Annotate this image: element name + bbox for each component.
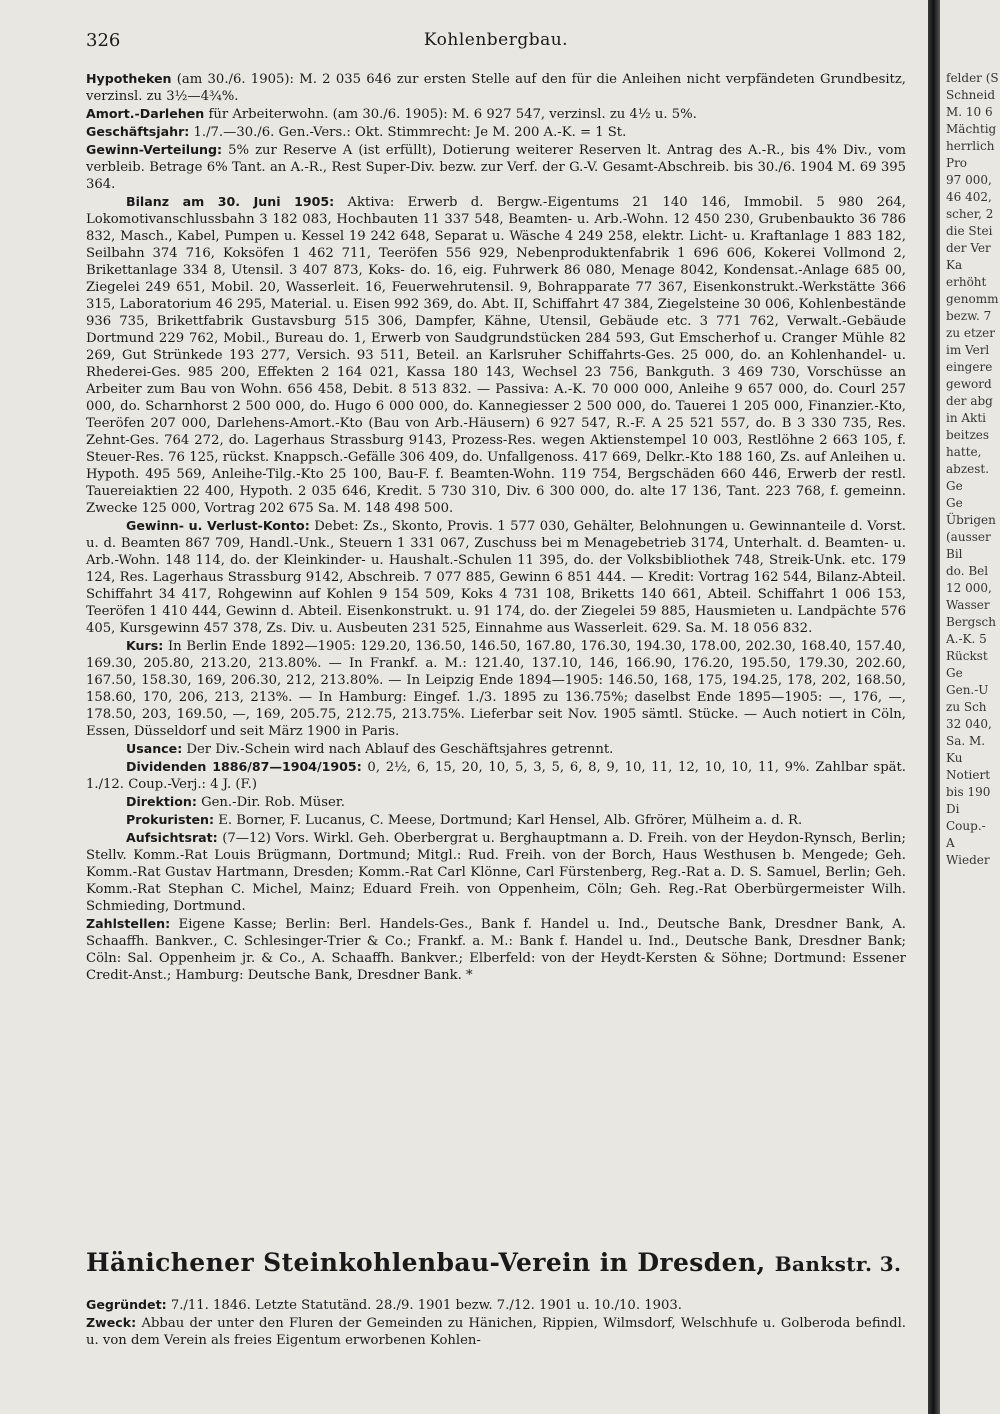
adjacent-page-fragment: genomm (946, 292, 999, 306)
adjacent-page-fragment: (ausser (946, 530, 991, 544)
adjacent-page-fragment: Ge (946, 666, 963, 680)
adjacent-page-fragment: felder (S (946, 71, 999, 85)
adjacent-page-fragment: herrlich (946, 139, 995, 153)
adjacent-page-fragment: Wasser (946, 598, 990, 612)
page-header (86, 30, 906, 56)
entry-geschaeftsjahr: Geschäftsjahr: 1./7.—30./6. Gen.-Vers.: Okt. Stimmrecht: Je M. 200 A.-K. = 1 St. (86, 124, 627, 140)
adjacent-page-fragment: Übrigen (946, 513, 996, 527)
entry-dividenden: Dividenden 1886/87—1904/1905: 0, 2½, 6, 15, 20, 10, 5, 3, 5, 6, 8, 9, 10, 11, 12, 10, 10, 11, 9%. Zahlbar spät. 1./12. Coup.-Verj.: 4 J. (F.) (86, 759, 906, 792)
adjacent-page-fragment: beitzes (946, 428, 990, 442)
entry-amort-darlehen: Amort.-Darlehen für Arbeiterwohn. (am 30./6. 1905): M. 6 927 547, verzinsl. zu 4½ u. 5%. (86, 106, 697, 122)
adjacent-page-fragment: in Akti (946, 411, 986, 425)
entry-gewinn-verteilung: Gewinn-Verteilung: 5% zur Reserve A (ist erfüllt), Dotierung weiterer Reserven lt. Antrag des A.-R., bis 4% Div., vom verbleib. Betrage 6% Tant. an A.-R., Rest Super-Div. bezw. zur Verf. der G.-V. Gesamt-Abschreib. bis 30./6. 1904 M. 69 395 364. (86, 142, 906, 192)
entry-bilanz: Bilanz am 30. Juni 1905: Aktiva: Erwerb d. Bergw.-Eigentums 21 140 146, Immobil. 5 980 264, Lokomotivanschlussbahn 3 182 083, Hochbauten 11 337 548, Beamten- u. Arb.-Wohn. 12 450 230, Grubenbaukto 36 786 832, Masch., Kabel, Pumpen u. Kessel 19 242 648, Separat u. Wäsche 4 249 258, elektr. Licht- u. Kraftanlage 1 883 182, Seilbahn 374 716, Koksöfen 1 462 711, Teeröfen 556 929, Nebenproduktenfabrik 1 696 606, Kokerei Vollmond 2, Brikettanlage 334 8, Utensil. 3 407 873, Koks- do. 16, eig. Fuhrwerk 86 080, Menage 8042, Kondensat.-Anlage 685 00, Ziegelei 249 651, Mobil. 20, Wasserleit. 16, Feuerwehrutensil. 9, Bohrapparate 77 367, Eisenkonstrukt.-Werkstätte 366 315, Laboratorium 46 295, Material. u. Eisen 992 369, do. Abt. II, Schiffahrt 47 384, Ziegelsteine 30 006, Kohlenbestände 936 735, Brikettfabrik Gustavsburg 515 306, Dampfer, Kähne, Utensil, Gebäude etc. 3 771 762, Verwalt.-Gebäude Dortmund 229 762, Mobil., Bureau do. 1, Erwerb von Saudgrundstücken 284 593, Gut Emscherhof u. Cranger Mühle 82 269, Gut Strünkede 193 277, Versich. 93 511, Beteil. an Karlsruher Schiffahrts-Ges. 25 000, do. an Kohlenhandel- u. Rhederei-Ges. 985 200, Effekten 2 164 021, Kassa 180 143, Wechsel 23 756, Bankguth. 3 469 730, Vorschüsse an Arbeiter zum Bau von Wohn. 656 458, Debit. 8 513 832. — Passiva: A.-K. 70 000 000, Anleihe 9 657 000, do. Courl 257 000, do. Scharnhorst 2 500 000, do. Hugo 6 000 000, do. Kannegiesser 2 500 000, do. Tauerei 1 205 000, Finanzier.-Kto, Teeröfen 207 000, Darlehens-Amort.-Kto (Bau von Arb.-Häusern) 6 927 547, R.-F. A 25 521 557, do. B 3 330 735, Res. Zehnt-Ges. 764 272, do. Lagerhaus Strassburg 9143, Prozess-Res. wegen Aktienstempel 10 003, Restlöhne 2 663 105, f. Steuer-Res. 76 125, rückst. Knappsch.-Gefälle 306 409, do. Unfallgenoss. 417 669, Delkr.-Kto 188 160, Zs. auf Anleihen u. Hypoth. 495 569, Anleihe-Tilg.-Kto 25 100, Bau-F. f. Beamten-Wohn. 119 754, Bergschäden 660 446, Erwerb der restl. Tauereiaktien 22 400, Hypoth. 2 035 646, Kredit. 5 730 310, Div. 6 300 000, do. alte 17 136, Tant. 223 768, f. gemeinn. Zwecke 125 000, Vortrag 202 675 Sa. M. 148 498 500. (86, 194, 906, 516)
entry-gegruendet: Gegründet: 7./11. 1846. Letzte Statutänd. 28./9. 1901 bezw. 7./12. 1901 u. 10./10. 1903. (86, 1297, 682, 1313)
adjacent-page-fragment: 97 000, (946, 173, 992, 187)
adjacent-page-fragment: 46 402, (946, 190, 992, 204)
adjacent-page-fragment: zu Sch (946, 700, 987, 714)
adjacent-page-fragment: Ge (946, 496, 963, 510)
adjacent-page-fragment: Bergsch (946, 615, 996, 629)
adjacent-page-fragment: Schneid (946, 88, 996, 102)
adjacent-page-fragment: erhöht (946, 275, 987, 289)
entry-direktion: Direktion: Gen.-Dir. Rob. Müser. (126, 794, 345, 810)
entry-zahlstellen: Zahlstellen: Eigene Kasse; Berlin: Berl. Handels-Ges., Bank f. Handel u. Ind., Deutsche Bank, Dresdner Bank, A. Schaaffh. Bankver., C. Schlesinger-Trier & Co.; Frankf. a. M.: Bank f. Handel u. Ind., Deutsche Bank, Dresdner Bank; Cöln: Sal. Oppenheim jr. & Co., A. Schaaffh. Bankver.; Elberfeld: von der Heydt-Kersten & Söhne; Dortmund: Essener Credit-Anst.; Hamburg: Deutsche Bank, Dresdner Bank. * (86, 916, 906, 983)
running-title: Kohlenbergbau. (423, 30, 569, 50)
book-spine-shadow (928, 0, 940, 1414)
company-address: Bankstr. 3. (774, 1252, 902, 1276)
next-company-entries (86, 1296, 906, 1349)
company-name: Hänichener Steinkohlenbau-Verein in Dresden, (86, 1248, 766, 1277)
adjacent-page-fragment: Notiert (946, 768, 991, 782)
adjacent-page-fragment: Ka (946, 258, 963, 272)
adjacent-page-fragment: Coup.- (946, 819, 986, 833)
company-entries (86, 70, 906, 984)
page-number: 326 (86, 30, 121, 51)
entry-prokuristen: Prokuristen: E. Borner, F. Lucanus, C. Meese, Dortmund; Karl Hensel, Alb. Gfrörer, Mülheim a. d. R. (126, 812, 803, 828)
adjacent-page-fragment: Pro (946, 156, 968, 170)
adjacent-page-fragment: Rückst (946, 649, 988, 663)
adjacent-page-fragment: geword (946, 377, 992, 391)
adjacent-page-fragment: Sa. M. (946, 734, 986, 748)
adjacent-page-fragment: Bil (946, 547, 963, 561)
adjacent-page-fragment: der abg (946, 394, 993, 408)
adjacent-page-fragment: zu etzer (946, 326, 995, 340)
company-heading (86, 1248, 906, 1277)
adjacent-page-fragment: Di (946, 802, 960, 816)
entry-zweck: Zweck: Abbau der unter den Fluren der Gemeinden zu Hänichen, Rippien, Wilmsdorf, Welschhufe u. Golberoda befindl. u. von dem Verein als freies Eigentum erworbenen Kohlen- (86, 1315, 906, 1348)
adjacent-page-fragment: bis 190 (946, 785, 991, 799)
adjacent-page-fragment: 32 040, (946, 717, 992, 731)
adjacent-page-fragment: Wieder (946, 853, 990, 867)
adjacent-page-fragment: der Ver (946, 241, 991, 255)
entry-aufsichtsrat: Aufsichtsrat: (7—12) Vors. Wirkl. Geh. Oberbergrat u. Berghauptmann a. D. Freih. von der Heydon-Rynsch, Berlin; Stellv. Komm.-Rat Louis Brügmann, Dortmund; Mitgl.: Rud. Freih. von der Borch, Haus Westhusen b. Mengede; Geh. Komm.-Rat Gustav Hartmann, Dresden; Komm.-Rat Carl Klönne, Carl Fürstenberg, Reg.-Rat a. D. S. Samuel, Berlin; Geh. Komm.-Rat Stephan C. Michel, Mainz; Eduard Freih. von Oppenheim, Cöln; Geh. Reg.-Rat Oberbürgermeister Wilh. Schmieding, Dortmund. (86, 830, 906, 914)
adjacent-page-fragment: bezw. 7 (946, 309, 992, 323)
adjacent-page-fragment: Gen.-U (946, 683, 989, 697)
entry-kurs: Kurs: In Berlin Ende 1892—1905: 129.20, 136.50, 146.50, 167.80, 176.30, 194.30, 178.00, 202.30, 168.40, 157.40, 169.30, 205.80, 213.20, 213.80%. — In Frankf. a. M.: 121.40, 137.10, 146, 166.90, 176.20, 195.50, 179.30, 202.60, 167.50, 158.30, 169, 206.30, 212, 213.80%. — In Leipzig Ende 1894—1905: 146.50, 168, 175, 194.25, 178, 202, 168.50, 158.60, 170, 206, 213, 213%. — In Hamburg: Eingef. 1./3. 1895 zu 136.75%; daselbst Ende 1895—1905: —, 176, —, 178.50, 203, 169.50, —, 169, 205.75, 212.75, 213.75%. Lieferbar seit Nov. 1905 sämtl. Stücke. — Auch notiert in Cöln, Essen, Düsseldorf und seit März 1900 in Paris. (86, 638, 906, 739)
adjacent-page-fragment: Ge (946, 479, 963, 493)
adjacent-page-fragment: Mächtig (946, 122, 997, 136)
adjacent-page-fragment: M. 10 6 (946, 105, 993, 119)
adjacent-page-fragment: A.-K. 5 (946, 632, 987, 646)
adjacent-page-fragment: hatte, (946, 445, 982, 459)
adjacent-page-fragment: im Verl (946, 343, 990, 357)
adjacent-page-fragment: do. Bel (946, 564, 989, 578)
adjacent-page-column (946, 70, 1000, 869)
adjacent-page-fragment: scher, 2 (946, 207, 994, 221)
adjacent-page-fragment: 12 000, (946, 581, 992, 595)
entry-hypotheken: Hypotheken (am 30./6. 1905): M. 2 035 646 zur ersten Stelle auf den für die Anleihen nicht verpfändeten Grundbesitz, verzinsl. zu 3½—4¾%. (86, 71, 906, 104)
adjacent-page-fragment: abzest. (946, 462, 990, 476)
entry-gewinn-verlust: Gewinn- u. Verlust-Konto: Debet: Zs., Skonto, Provis. 1 577 030, Gehälter, Belohnungen u. Gewinnanteile d. Vorst. u. d. Beamten 867 709, Handl.-Unk., Steuern 1 331 067, Zuschuss bei m Menagebetrieb 3174, Unterhalt. d. Beamten- u. Arb.-Wohn. 148 114, do. der Kleinkinder- u. Haushalt.-Schulen 11 395, do. der Volksbibliothek 748, Streik-Unk. etc. 179 124, Res. Lagerhaus Strassburg 9142, Abschreib. 7 077 885, Gewinn 6 851 444. — Kredit: Vortrag 162 544, Bilanz-Abteil. Schiffahrt 34 417, Rohgewinn auf Kohlen 9 154 509, Koks 4 731 108, Briketts 140 661, Abteil. Schiffahrt 1 006 153, Teeröfen 1 410 444, Gewinn d. Abteil. Eisenkonstrukt. u. 91 174, do. der Ziegelei 59 885, Hausmieten u. Landpächte 576 405, Kursgewinn 457 378, Zs. Div. u. Ausbeuten 231 525, Einnahme aus Wasserleit. 629. Sa. M. 18 056 832. (86, 518, 906, 636)
entry-usance: Usance: Der Div.-Schein wird nach Ablauf des Geschäftsjahres getrennt. (126, 741, 614, 757)
adjacent-page-fragment: eingere (946, 360, 993, 374)
adjacent-page-fragment: A (946, 836, 955, 850)
adjacent-page-fragment: Ku (946, 751, 963, 765)
adjacent-page-fragment: die Stei (946, 224, 993, 238)
